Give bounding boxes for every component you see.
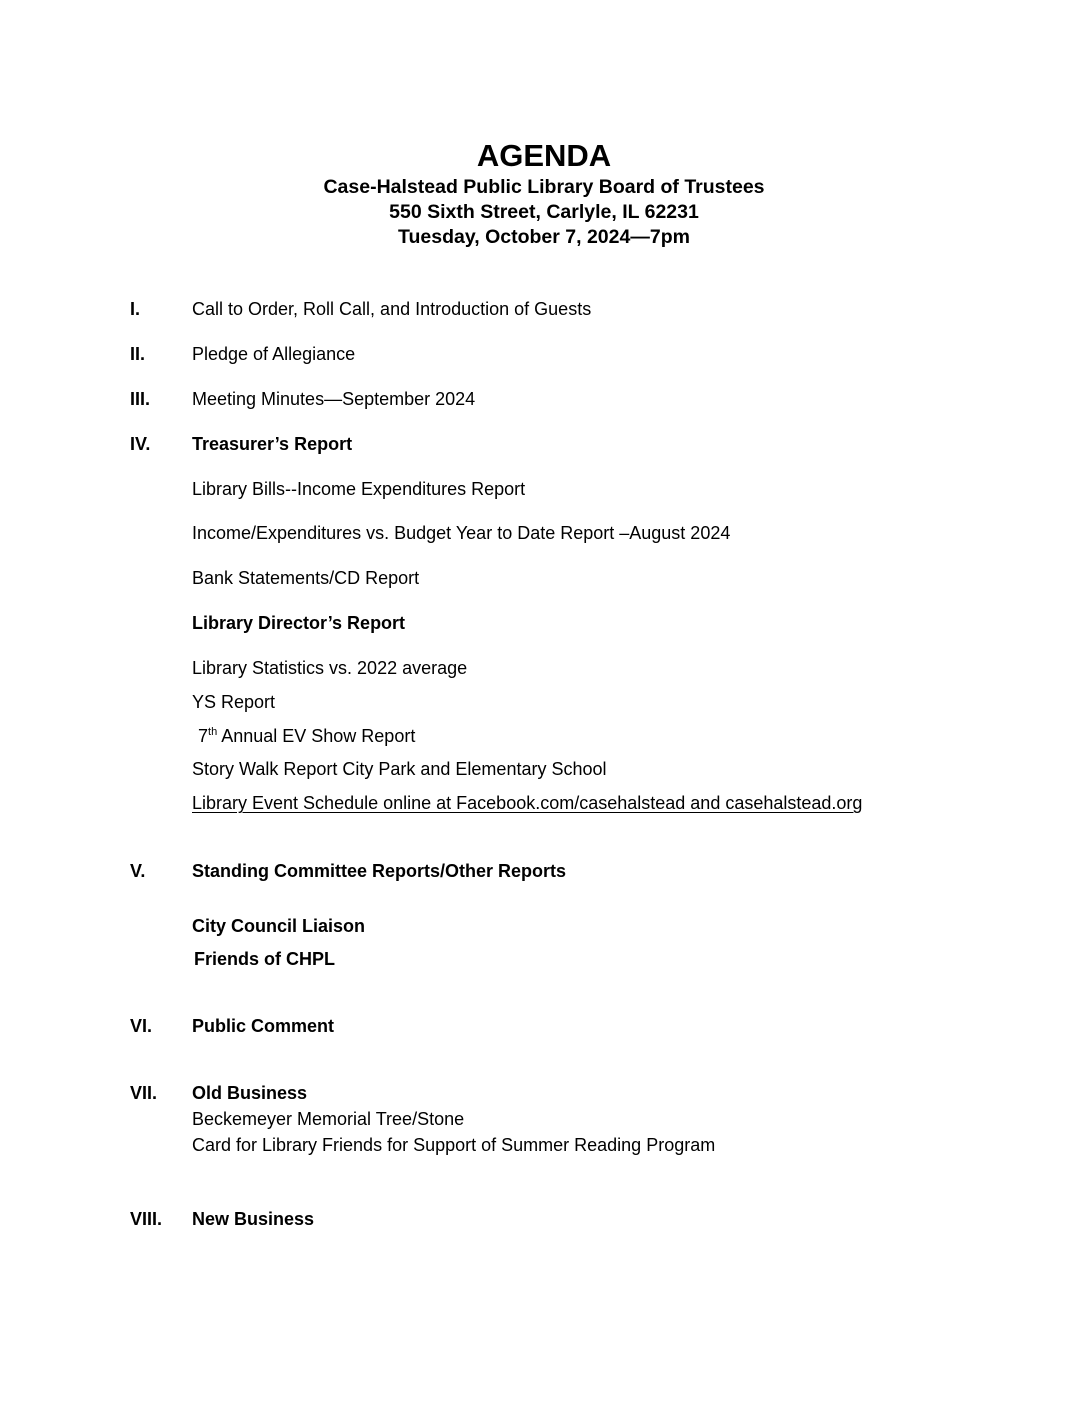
sub-item-library-statistics: Library Statistics vs. 2022 average: [192, 658, 468, 678]
agenda-item-committee-reports: Standing Committee Reports/Other Reports: [192, 861, 567, 881]
sub-item-city-council-liaison: City Council Liaison: [192, 916, 366, 936]
board-name: Case-Halstead Public Library Board of Trustees: [323, 176, 765, 198]
agenda-item-old-business: Old Business: [192, 1083, 308, 1103]
item-number: VIII.: [130, 1209, 163, 1229]
agenda-item-treasurer-report: Treasurer’s Report: [192, 434, 353, 454]
agenda-item-pledge: Pledge of Allegiance: [192, 344, 356, 364]
ev-show-ordinal: th: [208, 726, 218, 738]
item-number: VII.: [130, 1083, 158, 1103]
sub-item-budget-report: Income/Expenditures vs. Budget Year to Date Report –August 2024: [192, 523, 731, 543]
item-number: II.: [130, 344, 146, 364]
item-number: V.: [130, 861, 146, 881]
agenda-item-public-comment: Public Comment: [192, 1016, 335, 1036]
library-address: 550 Sixth Street, Carlyle, IL 62231: [389, 201, 699, 223]
sub-item-library-bills: Library Bills--Income Expenditures Report: [192, 479, 526, 499]
director-report-heading: Library Director’s Report: [192, 613, 406, 633]
sub-item-friends-of-chpl: Friends of CHPL: [194, 949, 336, 969]
sub-item-bank-statements: Bank Statements/CD Report: [192, 568, 420, 588]
sub-item-ys-report: YS Report: [192, 692, 276, 712]
ev-show-number: 7: [198, 726, 209, 746]
agenda-item-minutes: Meeting Minutes—September 2024: [192, 389, 476, 409]
item-number: VI.: [130, 1016, 153, 1036]
agenda-item-call-to-order: Call to Order, Roll Call, and Introduction of Guests: [192, 299, 592, 319]
sub-item-ev-show-report: [198, 726, 415, 747]
meeting-date: Tuesday, October 7, 2024—7pm: [398, 226, 690, 248]
agenda-title: AGENDA: [476, 138, 612, 173]
item-number: I.: [130, 299, 141, 319]
ev-show-label: Annual EV Show Report: [217, 726, 416, 746]
sub-item-friends-card: Card for Library Friends for Support of Summer Reading Program: [192, 1135, 716, 1155]
item-number: IV.: [130, 434, 151, 454]
event-schedule-link[interactable]: Library Event Schedule online at Facebook.com/casehalstead and casehalstead.org: [192, 793, 863, 813]
sub-item-story-walk: Story Walk Report City Park and Elementary School: [192, 759, 607, 779]
item-number: III.: [130, 389, 151, 409]
agenda-item-new-business: New Business: [192, 1209, 315, 1229]
sub-item-memorial-tree: Beckemeyer Memorial Tree/Stone: [192, 1109, 465, 1129]
